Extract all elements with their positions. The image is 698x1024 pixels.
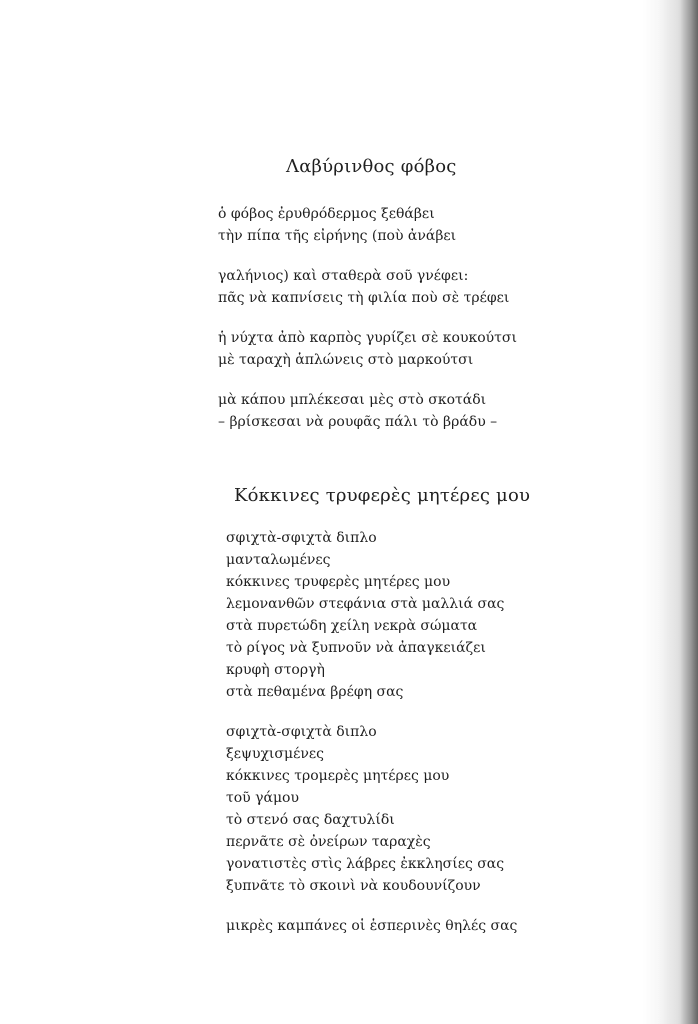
stanza [226,915,517,937]
stanza [218,203,517,247]
poem-line: στὰ πυρετώδη χείλη νεκρὰ σώματα [226,618,478,634]
poem-line: μανταλωμένες [226,552,331,568]
poem-line: ξυπνᾶτε τὸ σκοινὶ νὰ κουδουνίζουν [226,878,481,894]
stanza [218,389,517,433]
poem-line: πᾶς νὰ καπνίσεις τὴ φιλία ποὺ σὲ τρέφει [218,290,510,306]
stanza [218,265,517,309]
poem-line: ἡ νύχτα ἀπὸ καρπὸς γυρίζει σὲ κουκούτσι [218,330,517,346]
poem-line: τὴν πίπα τῆς εἰρήνης (ποὺ ἀνάβει [218,228,457,244]
poem-line: τὸ στενό σας δαχτυλίδι [226,812,395,828]
poem-line: κόκκινες τρομερὲς μητέρες μου [226,768,450,784]
poem-line: γονατιστὲς στὶς λάβρες ἐκκλησίες σας [226,856,505,872]
poem-line: σφιχτὰ-σφιχτὰ διπλο [226,724,377,740]
poem-line: μὰ κάπου μπλέκεσαι μὲς στὸ σκοτάδι [218,392,487,408]
stanza [218,327,517,371]
poem-line: γαλήνιος) καὶ σταθερὰ σοῦ γνέφει: [218,268,469,284]
poem-line: μικρὲς καμπάνες οἱ ἑσπερινὲς θηλές σας [226,918,518,934]
poem-body [218,203,517,451]
poem-line: ξεψυχισμένες [226,746,324,762]
stanza [226,527,517,703]
poem-line: περνᾶτε σὲ ὀνείρων ταραχὲς [226,834,431,850]
poem-line: ὁ φόβος ἐρυθρόδερμος ξεθάβει [218,206,435,222]
poem-title: Λαβύρινθος φόβος [286,156,457,177]
poem-line: κρυφὴ στοργὴ [226,662,325,678]
poem-line: στὰ πεθαμένα βρέφη σας [226,684,404,700]
poem-line: τὸ ρίγος νὰ ξυπνοῦν νὰ ἀπαγκειάζει [226,640,486,656]
poem-title: Κόκκινες τρυφερὲς μητέρες μου [234,485,531,506]
poem-line: μὲ ταραχὴ ἁπλώνεις στὸ μαρκούτσι [218,352,474,368]
poem-line: – βρίσκεσαι νὰ ρουφᾶς πάλι τὸ βράδυ – [218,414,498,430]
poem-body [226,527,517,955]
poem-line: τοῦ γάμου [226,790,299,806]
poem-line: λεμονανθῶν στεφάνια στὰ μαλλιά σας [226,596,505,612]
stanza [226,721,517,897]
poem-line: κόκκινες τρυφερὲς μητέρες μου [226,574,451,590]
poem-line: σφιχτὰ-σφιχτὰ διπλο [226,530,377,546]
binding-shadow [658,0,698,1024]
